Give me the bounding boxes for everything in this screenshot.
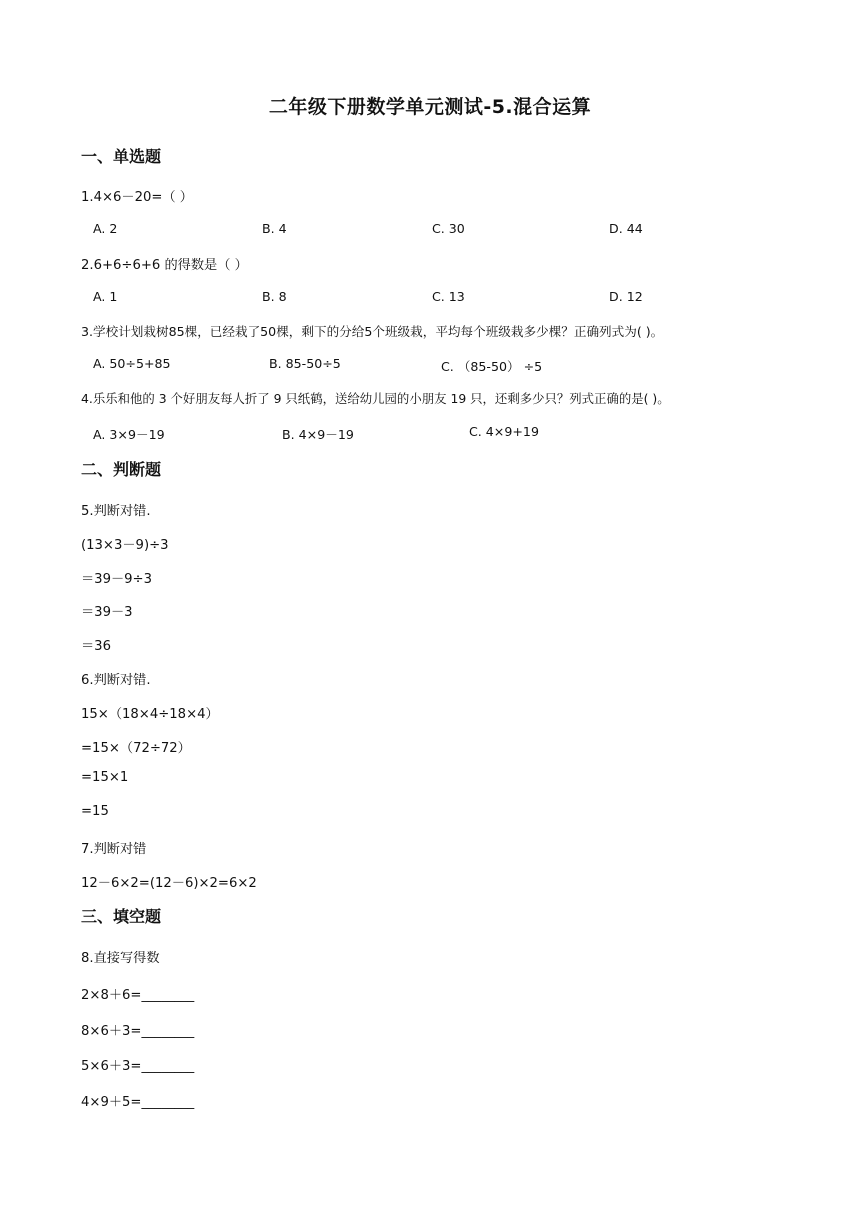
question-7-stem: 7.判断对错 <box>81 842 147 857</box>
section-heading-true-false: 二、判断题 <box>81 460 162 479</box>
question-5-step: ＝39－9÷3 <box>81 572 152 587</box>
question-6-step: =15×（72÷72） <box>81 741 191 756</box>
question-3-options <box>93 356 853 374</box>
question-8-blank[interactable]: 8×6＋3=________ <box>81 1024 195 1039</box>
question-6-step: =15×1 <box>81 770 129 785</box>
question-2-stem: 2.6+6÷6+6 的得数是（ ） <box>81 258 248 273</box>
question-5-step: ＝39－3 <box>81 605 133 620</box>
option-d[interactable]: D. 44 <box>609 221 643 236</box>
option-c[interactable]: C. 4×9+19 <box>469 424 539 439</box>
question-8-stem: 8.直接写得数 <box>81 951 160 966</box>
option-b[interactable]: B. 8 <box>262 289 287 304</box>
question-6-stem: 6.判断对错. <box>81 673 151 688</box>
option-b[interactable]: B. 4×9－19 <box>282 427 354 442</box>
question-8-blank[interactable]: 4×9＋5=________ <box>81 1095 195 1110</box>
question-7-step: 12－6×2=(12－6)×2=6×2 <box>81 876 257 891</box>
question-5-step: ＝36 <box>81 639 111 654</box>
page-title: 二年级下册数学单元测试-5.混合运算 <box>268 96 592 118</box>
option-d[interactable]: D. 12 <box>609 289 643 304</box>
question-6-step: =15 <box>81 804 109 819</box>
question-4-stem: 4.乐乐和他的 3 个好朋友每人折了 9 只纸鹤，送给幼儿园的小朋友 19 只，还剩多少只？列式正确的是( )。 <box>81 391 670 406</box>
option-a[interactable]: A. 2 <box>93 221 118 236</box>
question-1-options <box>93 221 853 239</box>
section-heading-fill-in: 三、填空题 <box>81 907 162 926</box>
question-5-step: (13×3－9)÷3 <box>81 538 169 553</box>
option-c[interactable]: C. 13 <box>432 289 465 304</box>
section-heading-single-choice: 一、单选题 <box>81 147 162 166</box>
option-b[interactable]: B. 85-50÷5 <box>269 356 341 371</box>
question-3-stem: 3.学校计划栽树85棵，已经栽了50棵，剩下的分给5个班级栽，平均每个班级栽多少棵？正确列式为( )。 <box>81 324 664 339</box>
question-8-blank[interactable]: 5×6＋3=________ <box>81 1059 195 1074</box>
option-b[interactable]: B. 4 <box>262 221 287 236</box>
question-1-stem: 1.4×6－20=（ ） <box>81 190 193 205</box>
question-5-stem: 5.判断对错. <box>81 504 151 519</box>
option-c[interactable]: C. 30 <box>432 221 465 236</box>
question-2-options <box>93 289 853 307</box>
option-a[interactable]: A. 3×9－19 <box>93 427 165 442</box>
option-c[interactable]: C. （85-50） ÷5 <box>441 359 543 374</box>
option-a[interactable]: A. 50÷5+85 <box>93 356 171 371</box>
question-4-options <box>93 424 853 442</box>
question-8-blank[interactable]: 2×8＋6=________ <box>81 988 195 1003</box>
question-6-step: 15×（18×4÷18×4） <box>81 707 219 722</box>
option-a[interactable]: A. 1 <box>93 289 118 304</box>
